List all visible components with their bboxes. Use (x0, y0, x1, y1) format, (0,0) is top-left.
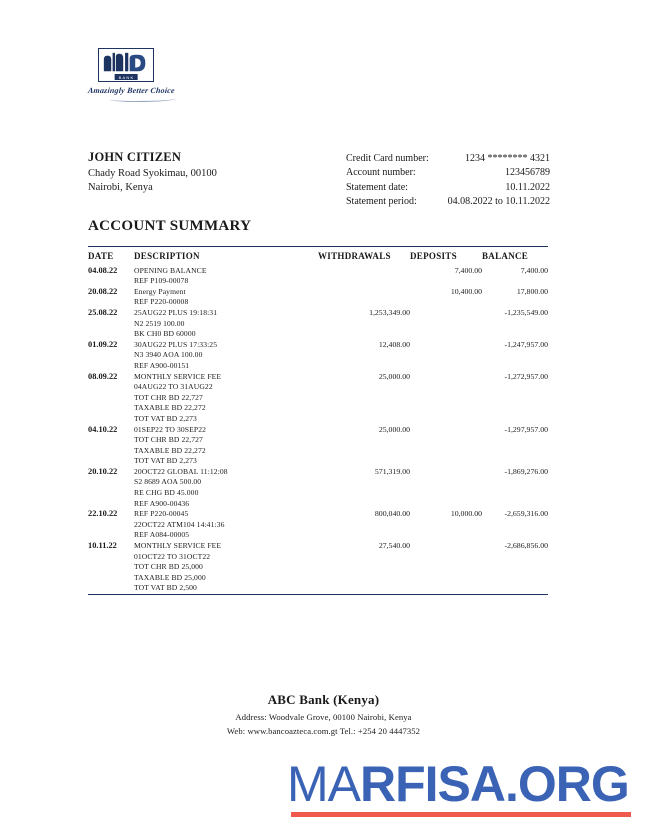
table-row (88, 509, 548, 541)
cell-description (134, 372, 318, 425)
cell-description (134, 266, 318, 287)
cell-description (134, 509, 318, 541)
cell-balance: -1,297,957.00 (504, 424, 548, 434)
footer-address: Address: Woodvale Grove, 00100 Nairobi, Kenya (235, 712, 412, 722)
cell-balance: 7,400.00 (520, 265, 548, 275)
cell-balance: -2,686,856.00 (504, 541, 548, 551)
customer-address-line1: Chady Road Syokimau, 00100 (88, 167, 217, 179)
description-line: TAXABLE BD 25,000 (134, 572, 206, 582)
description-line: REF P220-00045 (134, 509, 189, 519)
cell-withdrawal: 25,000.00 (378, 424, 410, 434)
table-row (88, 308, 548, 340)
cell-balance: 17,800.00 (516, 286, 548, 296)
table-row (88, 425, 548, 467)
abc-wordmark-icon (102, 51, 150, 73)
description-line: 01OCT22 TO 31OCT22 (134, 551, 211, 561)
account-info-block (346, 152, 550, 210)
customer-name: JOHN CITIZEN (88, 150, 182, 164)
cell-withdrawal: 27,540.00 (378, 541, 410, 551)
footer-web: Web: www.bancoazteca.com.gt Tel.: +254 20 4447352 (226, 726, 421, 736)
description-line: REF A900-00436 (134, 498, 190, 508)
description-line: TOT VAT BD 2,500 (134, 583, 197, 593)
cell-date: 20.10.22 (88, 466, 118, 476)
description-line: N3 3940 AOA 100.00 (134, 350, 203, 360)
cell-description (134, 308, 318, 340)
account-info-label: Statement period: (346, 196, 417, 208)
table-row (88, 541, 548, 594)
account-info-value: 1234 ******** 4321 (465, 153, 550, 164)
account-info-row (346, 166, 550, 180)
cell-withdrawal: 571,319.00 (374, 466, 410, 476)
bank-logo (88, 48, 208, 102)
account-info-label: Credit Card number: (346, 153, 429, 164)
table-header-row (88, 247, 548, 266)
description-line: 04AUG22 TO 31AUG22 (134, 382, 213, 392)
column-header-balance: BALANCE (482, 251, 529, 261)
cell-deposit (410, 425, 482, 467)
description-line: S2 8689 AOA 500.00 (134, 477, 202, 487)
account-info-label: Statement date: (346, 181, 408, 193)
cell-date: 10.11.22 (88, 541, 117, 551)
cell-description (134, 425, 318, 467)
cell-date: 22.10.22 (88, 509, 118, 519)
account-info-value: 10.11.2022 (505, 181, 550, 193)
watermark-part1: MA (287, 756, 360, 812)
watermark-part2: RFISA (360, 756, 505, 812)
description-line: RE CHG BD 45.000 (134, 488, 199, 498)
column-header-date: DATE (88, 251, 114, 261)
description-line: TAXABLE BD 22,272 (134, 403, 206, 413)
column-header-withdrawals: WITHDRAWALS (318, 251, 391, 261)
cell-date: 25.08.22 (88, 307, 118, 317)
account-info-value: 04.08.2022 to 10.11.2022 (447, 196, 550, 208)
footer (0, 692, 647, 736)
cell-date: 04.08.22 (88, 265, 118, 275)
description-line: TOT CHR BD 22,727 (134, 435, 203, 445)
page-title: ACCOUNT SUMMARY (88, 218, 252, 234)
logo-swoosh (110, 96, 176, 102)
cell-description (134, 467, 318, 509)
description-line: REF A900-00151 (134, 360, 190, 370)
logo-box (98, 48, 154, 82)
cell-deposit: 7,400.00 (454, 265, 482, 275)
cell-description (134, 340, 318, 372)
table-row (88, 372, 548, 425)
table-bottom-rule (88, 594, 548, 595)
watermark-text (287, 758, 643, 810)
cell-description (134, 541, 318, 594)
column-header-deposits: DEPOSITS (410, 251, 457, 261)
description-line: MONTHLY SERVICE FEE (134, 371, 222, 381)
cell-deposit (410, 340, 482, 372)
logo-tagline: Amazingly Better Choice (87, 86, 176, 95)
description-line: TAXABLE BD 22,272 (134, 445, 206, 455)
cell-withdrawal (318, 266, 410, 287)
description-line: REF P109-00078 (134, 276, 189, 286)
cell-date: 08.09.22 (88, 371, 118, 381)
account-info-row (346, 181, 550, 195)
customer-block (88, 150, 217, 196)
transactions-table-wrap (88, 246, 548, 595)
description-line: 25AUG22 PLUS 19:18:31 (134, 307, 218, 317)
cell-withdrawal: 800,040.00 (374, 509, 410, 519)
description-line: 20OCT22 GLOBAL 11:12:08 (134, 466, 228, 476)
cell-balance: -1,869,276.00 (504, 466, 548, 476)
description-line: Energy Payment (134, 286, 186, 296)
transactions-body (88, 266, 548, 594)
cell-withdrawal: 25,000.00 (378, 371, 410, 381)
description-line: TOT CHR BD 25,000 (134, 562, 203, 572)
cell-deposit: 10,400.00 (450, 286, 482, 296)
description-line: 22OCT22 ATM104 14:41:36 (134, 519, 225, 529)
description-line: REF P220-00008 (134, 297, 189, 307)
transactions-table (88, 247, 548, 594)
account-info-row (346, 152, 550, 166)
cell-date: 20.08.22 (88, 286, 118, 296)
cell-deposit (410, 467, 482, 509)
cell-balance: -1,235,549.00 (504, 307, 548, 317)
account-info-label: Account number: (346, 167, 416, 179)
cell-deposit (410, 308, 482, 340)
description-line: 01SEP22 TO 30SEP22 (134, 424, 206, 434)
cell-deposit (410, 372, 482, 425)
account-info-value: 123456789 (505, 167, 550, 179)
cell-withdrawal: 1,253,349.00 (369, 307, 410, 317)
table-row (88, 340, 548, 372)
description-line: TOT VAT BD 2,273 (134, 456, 197, 466)
account-info-row (346, 195, 550, 209)
table-row (88, 266, 548, 287)
customer-address-line2: Nairobi, Kenya (88, 182, 153, 193)
table-row (88, 287, 548, 308)
description-line: REF A084-00005 (134, 530, 190, 540)
cell-balance: -1,272,957.00 (504, 371, 548, 381)
description-line: TOT VAT BD 2,273 (134, 413, 197, 423)
description-line: OPENING BALANCE (134, 265, 207, 275)
footer-bank-name: ABC Bank (Kenya) (267, 692, 380, 707)
column-header-description: DESCRIPTION (134, 251, 200, 261)
cell-description (134, 287, 318, 308)
cell-balance: -1,247,957.00 (504, 339, 548, 349)
cell-date: 04.10.22 (88, 424, 118, 434)
description-line: MONTHLY SERVICE FEE (134, 541, 222, 551)
logo-bank-badge: BANK (115, 74, 138, 80)
description-line: N2 2519 100.00 (134, 318, 185, 328)
description-line: BK CH0 BD 60000 (134, 329, 196, 339)
cell-deposit (410, 541, 482, 594)
table-row (88, 467, 548, 509)
cell-date: 01.09.22 (88, 339, 118, 349)
cell-withdrawal (318, 287, 410, 308)
cell-deposit: 10,000.00 (450, 509, 482, 519)
description-line: TOT CHR BD 22,727 (134, 392, 203, 402)
cell-balance: -2,659,316.00 (504, 509, 548, 519)
watermark-part3: .ORG (505, 756, 629, 812)
cell-withdrawal: 12,408.00 (378, 339, 410, 349)
watermark-bar (291, 812, 631, 817)
description-line: 30AUG22 PLUS 17:33:25 (134, 339, 218, 349)
watermark (287, 758, 643, 817)
